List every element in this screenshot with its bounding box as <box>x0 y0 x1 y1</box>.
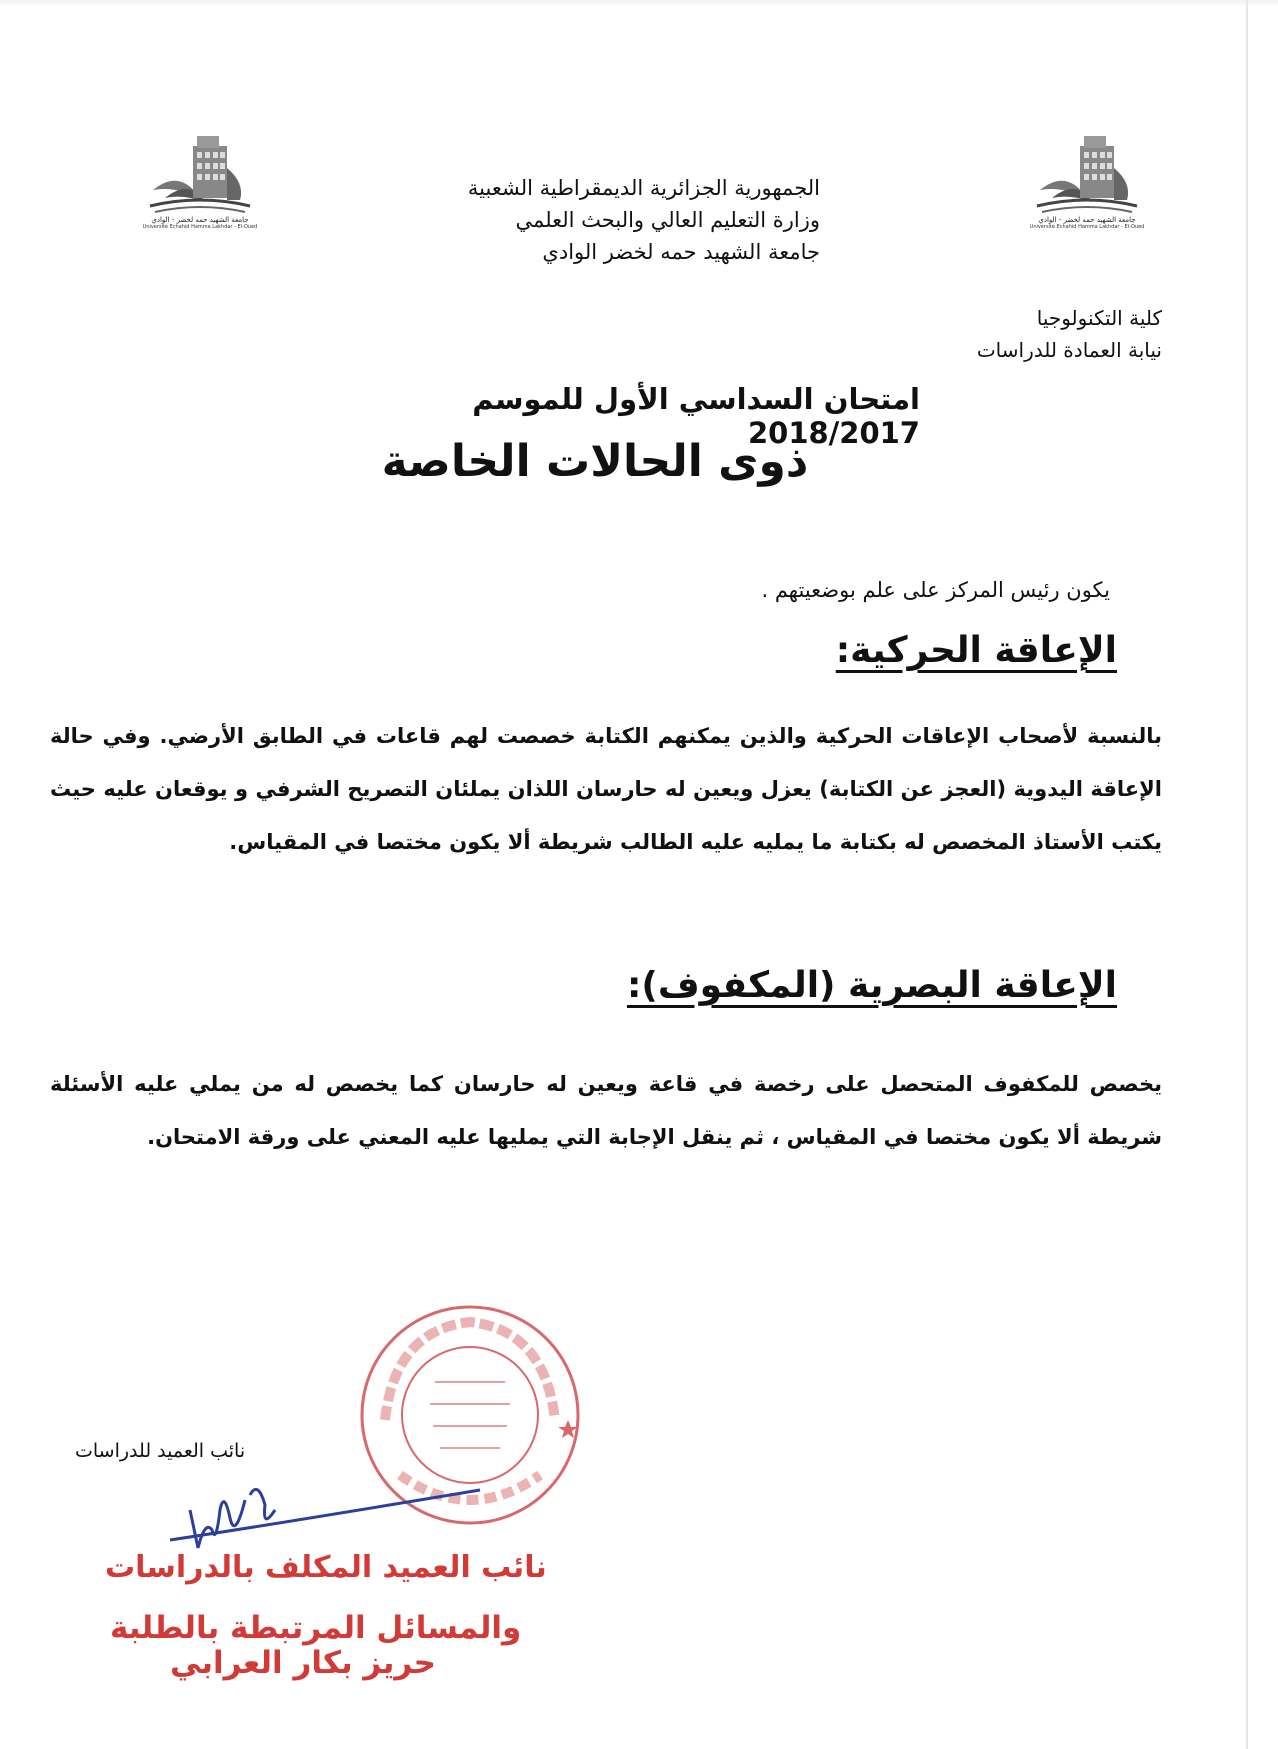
logo-caption-arabic: جامعة الشهيد حمه لخضر - الوادي <box>1038 216 1136 224</box>
section-heading-visual-disability: الإعاقة البصرية (المكفوف): <box>626 965 1117 1006</box>
special-cases-title: ذوى الحالات الخاصة <box>381 436 809 487</box>
intro-text: يكون رئيس المركز على علم بوضعيتهم . <box>761 578 1110 602</box>
logo-caption-latin: Université Echahid Hamma Lakhdar - El-Oued <box>1029 224 1145 230</box>
stamp-subtitle-line: والمسائل المرتبطة بالطلبة <box>110 1610 522 1646</box>
document-header <box>380 172 820 268</box>
section-body-visual-disability: يخصص للمكفوف المتحصل على رخصة في قاعة ويعين له حارسان كما يخصص له من يملي عليه الأسئلة شريطة ألا يكون مختصا في المقياس ، ثم ينقل الإجابة التي يمليها عليه المعني على ورقة الامتحان. <box>50 1072 1162 1149</box>
university-logo-left <box>135 128 265 248</box>
university-building-icon <box>1032 128 1142 216</box>
header-republic: الجمهورية الجزائرية الديمقراطية الشعبية <box>467 176 820 200</box>
university-logo-right <box>1022 128 1152 248</box>
header-university: جامعة الشهيد حمه لخضر الوادي <box>542 240 820 264</box>
stamp-name-line: حريز بكار العرابي <box>170 1645 436 1681</box>
logo-caption-latin: Université Echahid Hamma Lakhdar - El-Oued <box>142 224 258 230</box>
faculty-office: نيابة العمادة للدراسات <box>976 338 1162 362</box>
section-body-motor-disability: بالنسبة لأصحاب الإعاقات الحركية والذين يمكنهم الكتابة خصصت لهم قاعات في الطابق الأرضي. وفي حالة الإعاقة اليدوية (العجز عن الكتابة) يعزل ويعين له حارسان اللذان يملئان التصريح الشرفي و يوقعان عليه حيث يكتب الأستاذ المخصص له بكتابة ما يمليه عليه الطالب شريطة ألا يكون مختصا في المقياس. <box>50 724 1162 854</box>
section-heading-motor-disability: الإعاقة الحركية: <box>835 630 1117 671</box>
signatory-role: نائب العميد للدراسات <box>75 1440 246 1462</box>
header-ministry: وزارة التعليم العالي والبحث العلمي <box>515 208 820 232</box>
scan-top-edge <box>0 0 1278 6</box>
scan-right-edge <box>1246 0 1248 1749</box>
stamp-title-line: نائب العميد المكلف بالدراسات <box>105 1550 547 1585</box>
logo-caption-arabic: جامعة الشهيد حمه لخضر - الوادي <box>151 216 249 224</box>
faculty-block <box>977 302 1162 366</box>
exam-title: امتحان السداسي الأول للموسم 2018/2017 <box>472 382 920 450</box>
faculty-name: كلية التكنولوجيا <box>1036 306 1162 330</box>
university-building-icon <box>145 128 255 216</box>
